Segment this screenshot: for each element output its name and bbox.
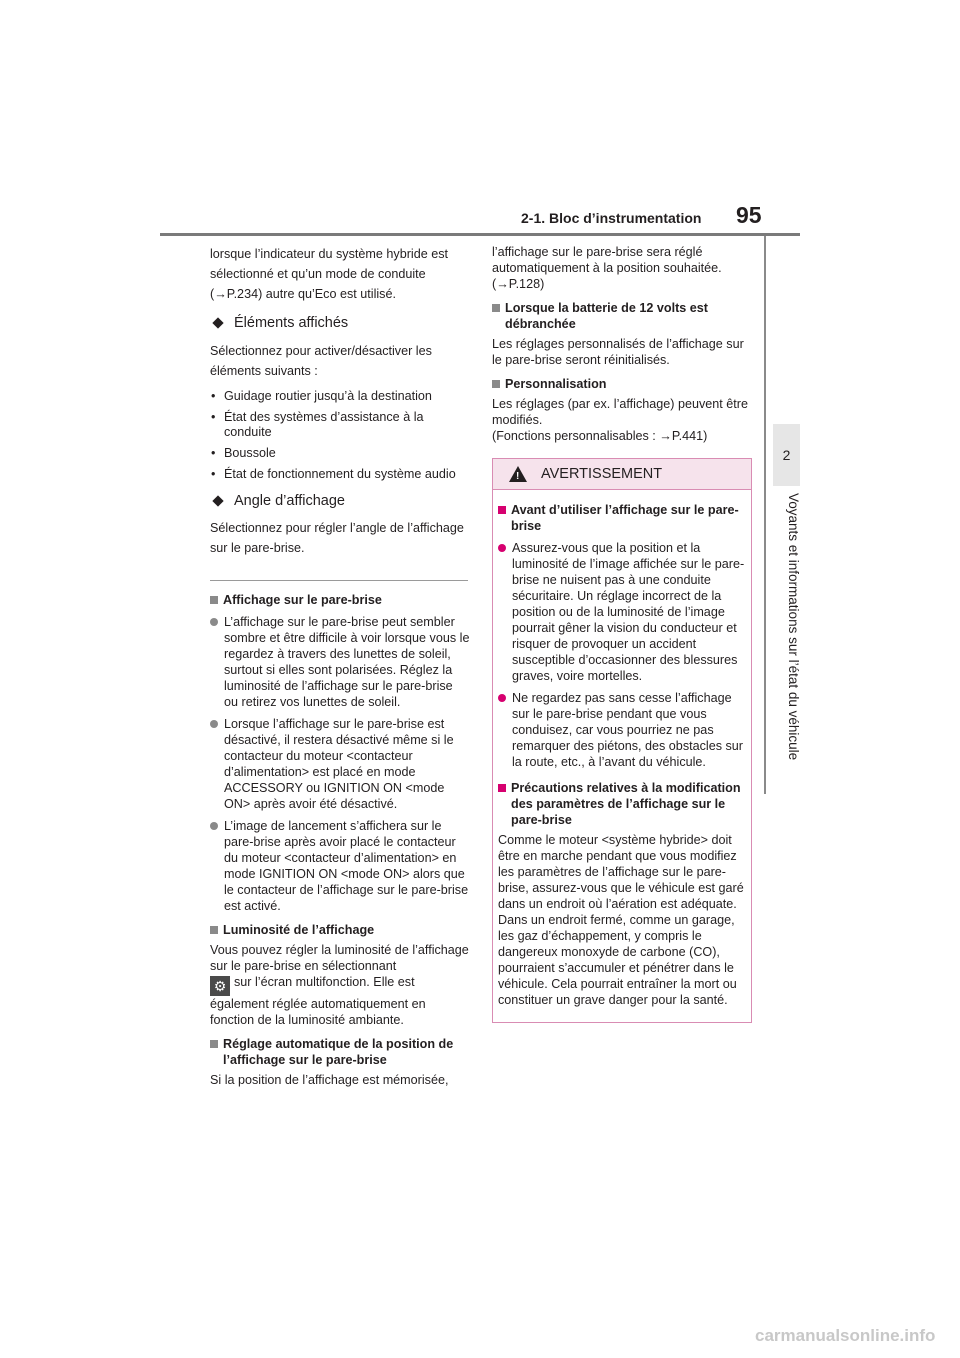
- right-column: [492, 244, 754, 1023]
- intro-line-1: lorsque l’indicateur du système hybride est: [210, 247, 449, 261]
- battery-heading-text: Lorsque la batterie de 12 volts est débranchée: [505, 301, 708, 331]
- hud-item: [210, 614, 470, 710]
- angle-heading-text: Angle d’affichage: [234, 492, 345, 509]
- warning-item-text: Assurez-vous que la position et la luminosité de l’image affichée sur le pare-brise ne nuisent pas à une conduite sécuritaire. Un réglage incorrect de la position ou de la luminosité de l’image pourrait gêner la vision du conducteur et risquer de provoquer un accident susceptible d’occasionner des blessures graves, voire mortelles.: [512, 541, 745, 683]
- square-bullet-icon: [210, 1040, 218, 1048]
- warning-title: AVERTISSEMENT: [541, 465, 663, 482]
- side-rule: [764, 236, 766, 794]
- warning-item: [498, 690, 746, 770]
- dot-bullet-icon: [210, 822, 218, 830]
- warning-item-text: Ne regardez pas sans cesse l’affichage sur le pare-brise pendant que vous conduisez, car vous pourriez ne pas remarquer des piétons, des obstacles sur la route, etc., à l’avant du véhicule.: [512, 691, 744, 769]
- square-bullet-icon: [210, 926, 218, 934]
- hud-item: [210, 716, 470, 812]
- list-item: • État des systèmes d’assistance à la conduite: [210, 410, 470, 440]
- list-item: • Boussole: [210, 446, 470, 461]
- brightness-text-1: Vous pouvez régler la luminosité de l’affichage sur le pare-brise en sélectionnant: [210, 943, 469, 973]
- square-bullet-icon: [210, 596, 218, 604]
- auto-heading: [210, 1036, 470, 1068]
- hud-heading: [210, 592, 470, 608]
- square-bullet-icon: [492, 380, 500, 388]
- brightness-heading-text: Luminosité de l’affichage: [223, 923, 375, 937]
- warning-triangle-icon: [509, 466, 527, 482]
- hud-item-text: Lorsque l’affichage sur le pare-brise est désactivé, il restera désactivé même si le contacteur du moteur <contacteur d’alimentation> est placé en mode ACCESSORY ou IGNITION ON <mode ON> après avoir été désactivé.: [224, 717, 454, 811]
- auto-text: Si la position de l’affichage est mémorisée,: [210, 1073, 449, 1087]
- custom-heading-text: Personnalisation: [505, 377, 607, 391]
- brightness-text-2: sur l’écran multifonction. Elle est également réglée automatiquement en fonction de la luminosité ambiante.: [210, 975, 426, 1027]
- angle-text: Sélectionnez pour régler l’angle de l’affichage sur le pare-brise.: [210, 521, 464, 555]
- hud-heading-text: Affichage sur le pare-brise: [223, 593, 382, 607]
- elements-heading-text: Éléments affichés: [234, 315, 349, 331]
- square-bullet-icon: [498, 784, 506, 792]
- chapter-tab: [773, 424, 800, 486]
- diamond-bullet-icon: [212, 495, 223, 506]
- chapter-title: Voyants et informations sur l’état du véhicule: [786, 493, 801, 761]
- watermark: carmanualsonline.info: [755, 1326, 936, 1345]
- warning-heading-2: [498, 780, 746, 828]
- cont-text: l’affichage sur le pare-brise sera réglé automatiquement à la position souhaitée. (→P.128): [492, 245, 722, 291]
- auto-heading-text: Réglage automatique de la position de l’affichage sur le pare-brise: [223, 1037, 454, 1067]
- custom-text-1: Les réglages (par ex. l’affichage) peuvent être modifiés.: [492, 397, 748, 427]
- custom-heading: [492, 376, 754, 392]
- warning-item: [498, 540, 746, 684]
- warning-text-2: Comme le moteur <système hybride> doit être en marche pendant que vous modifiez les paramètres de l’affichage sur le pare-brise, assurez-vous que le véhicule est garé dans un endroit où l’aération est adéquate. Dans un endroit fermé, comme un garage, les gaz d’échappement, y compris le dangereux monoxyde de carbone (CO), pourraient s’accumuler et pénétrer dans le véhicule. Cela pourrait entraîner la mort ou constituer un grave danger pour la santé.: [498, 833, 744, 1007]
- left-column: [210, 244, 470, 1088]
- page-number: 95: [736, 202, 762, 228]
- hud-item-text: L’image de lancement s’affichera sur le pare-brise après avoir placé le contacteur du moteur <contacteur d’alimentation> en mode IGNITION ON <mode ON> alors que le contacteur de l’affichage sur le pare-brise est activé.: [224, 819, 469, 913]
- dot-bullet-icon: [498, 544, 506, 552]
- diamond-bullet-icon: [212, 318, 223, 329]
- hud-item-text: L’affichage sur le pare-brise peut sembler sombre et être difficile à voir lorsque vous le regardez à travers des lunettes de soleil, surtout si elles sont polarisées. Réglez la luminosité de l’affichage sur le pare-brise ou retirez vos lunettes de soleil.: [224, 615, 470, 709]
- warning-heading-1: [498, 502, 746, 534]
- brightness-heading: [210, 922, 470, 938]
- brightness-text: [210, 942, 470, 1028]
- warning-header: [493, 459, 751, 490]
- list-item: • État de fonctionnement du système audio: [210, 467, 470, 482]
- warning-heading-1-text: Avant d’utiliser l’affichage sur le pare-brise: [511, 503, 739, 533]
- settings-gear-icon: ⚙: [210, 976, 230, 996]
- header-rule: [160, 233, 800, 236]
- square-bullet-icon: [498, 506, 506, 514]
- intro-line-2: sélectionné et qu’un mode de conduite: [210, 267, 426, 281]
- warning-heading-2-text: Précautions relatives à la modification des paramètres de l’affichage sur le pare-brise: [511, 781, 741, 827]
- dot-bullet-icon: [210, 618, 218, 626]
- chapter-number: 2: [782, 447, 791, 463]
- dot-bullet-icon: [210, 720, 218, 728]
- warning-body: [493, 490, 751, 1022]
- section-title: 2-1. Bloc d’instrumentation: [521, 210, 702, 226]
- warning-box: [492, 458, 752, 1023]
- custom-text-2: (Fonctions personnalisables : →P.441): [492, 429, 708, 443]
- battery-text: Les réglages personnalisés de l’affichage sur le pare-brise seront réinitialisés.: [492, 337, 744, 367]
- battery-heading: [492, 300, 754, 332]
- dot-bullet-icon: [498, 694, 506, 702]
- elements-heading: [210, 315, 470, 332]
- square-bullet-icon: [492, 304, 500, 312]
- section-divider: [210, 580, 468, 581]
- elements-text: Sélectionnez pour activer/désactiver les éléments suivants :: [210, 343, 432, 378]
- intro-line-3: (→P.234) autre qu’Eco est utilisé.: [210, 287, 396, 301]
- angle-heading: [210, 493, 470, 510]
- hud-item: [210, 818, 470, 914]
- elements-list: [210, 389, 470, 482]
- list-item: • Guidage routier jusqu’à la destination: [210, 389, 470, 404]
